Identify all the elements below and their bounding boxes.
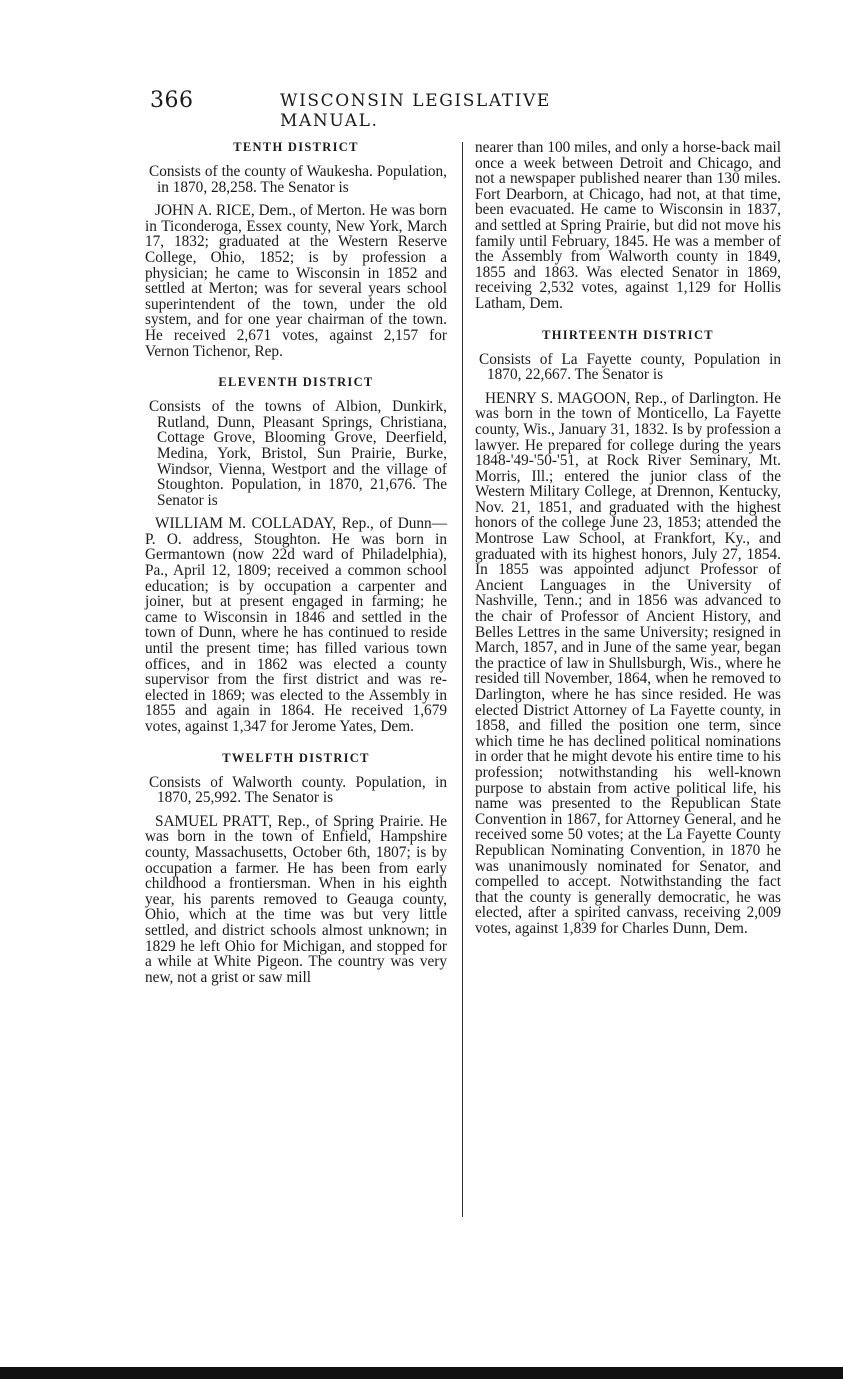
district-heading: TWELFTH DISTRICT <box>222 750 370 765</box>
district-description: Consists of the county of Waukesha. Population, in 1870, 28,258. The Senator is <box>149 163 447 196</box>
district-heading: TENTH DISTRICT <box>233 140 359 154</box>
senator-biography: HENRY S. MAGOON, Rep., of Darlington. He was born in the town of Monticello, La Fayette county, Wis., January 31, 1832. Is by profession a lawyer. He prepared for college during the years 1848-'49-'50-'51, at Rock River Seminary, Mt. Morris, Ill.; entered the junior class of the Western Military College, at Drennon, Kentucky, Nov. 21, 1851, and graduated with the highest honors of the college June 23, 1853; attended the Montrose Law School, at Frankfort, Ky., and graduated with its highest honors, July 27, 1854. In 1855 was appointed adjunct Professor of Ancient Languages in the University of Nashville, Tenn.; and in 1856 was advanced to the chair of Professor of Ancient History, and Belles Lettres in the same University; resigned in March, 1857, and in June of the same year, began the practice of law in Shullsburgh, Wis., where he resided till November, 1864, when he removed to Darlington, where he has since resided. He was elected District Attorney of La Fayette county, in 1858, and filled the position one term, since which time he has declined political nominations in order that he might devote his entire time to his profession; notwithstanding his well-known purpose to abstain from active political life, his name was presented to the Republican State Convention in 1867, for Attorney General, and he received some 50 votes; at the La Fayette County Republican Nominating Convention, in 1870 he was unanimously nominated for Senator, and compelled to accept. Notwithstanding the fact that the county is generally democratic, he was elected, after a spirited canvass, receiving 2,009 votes, against 1,839 for Charles Dunn, Dem. <box>475 389 781 937</box>
eleventh-district-section <box>145 375 447 734</box>
biography-continuation: nearer than 100 miles, and only a horse-back mail once a week between Detroit and Chicago, and not a newspaper published nearer than 130 miles. Fort Dearborn, at Chicago, had not, at that time, been evacuated. He came to Wisconsin in 1837, and settled at Spring Prairie, but did not move his family until February, 1845. He was a member of the Assembly from Walworth county in 1849, 1855 and 1863. Was elected Senator in 1869, receiving 2,532 votes, against 1,129 for Hollis Latham, Dem. <box>475 139 781 312</box>
district-heading: THIRTEENTH DISTRICT <box>542 327 714 342</box>
scan-bottom-edge <box>0 1367 843 1379</box>
running-title: WISCONSIN LEGISLATIVE MANUAL. <box>280 91 551 131</box>
page-header <box>150 88 655 131</box>
district-description: Consists of La Fayette county, Population in 1870, 22,667. The Senator is <box>479 350 781 384</box>
district-description: Consists of the towns of Albion, Dunkirk, Rutland, Dunn, Pleasant Springs, Christiana, Cottage Grove, Blooming Grove, Deerfield, Medina, York, Bristol, Sun Prairie, Burke, Windsor, Vienna, Westport and the village of Stoughton. Population, in 1870, 21,676. The Senator is <box>149 398 447 509</box>
thirteenth-district-section <box>475 328 781 937</box>
senator-biography: JOHN A. RICE, Dem., of Merton. He was born in Ticonderoga, Essex county, New York, March 17, 1832; graduated at the Western Reserve College, Ohio, 1852; is by profession a physician; he came to Wisconsin in 1852 and settled at Merton; was for several years school superintendent of the town, under the old system, and for one year chairman of the town. He received 2,671 votes, against 2,157 for Vernon Tichenor, Rep. <box>145 202 447 360</box>
senator-biography: WILLIAM M. COLLADAY, Rep., of Dunn—P. O. address, Stoughton. He was born in Germantown (now 22d ward of Philadelphia), Pa., April 12, 1809; received a common school education; is by occupation a carpenter and joiner, but at present engaged in farming; he came to Wisconsin in 1846 and settled in the town of Dunn, where he has continued to reside until the present time; has filled various town offices, and in 1862 was elected a county supervisor from the first district and was re-elected in 1869; was elected to the Assembly in 1855 and again in 1864. He received 1,679 votes, against 1,347 for Jerome Yates, Dem. <box>145 515 447 735</box>
senator-biography: SAMUEL PRATT, Rep., of Spring Prairie. He was born in the town of Enfield, Hampshire county, Massachusetts, October 6th, 1807; is by occupation a farmer. He has been from early childhood a frontiersman. When in his eighth year, his parents removed to Geauga county, Ohio, which at the time was but very little settled, and district schools almost unknown; in 1829 he left Ohio for Michigan, and stopped for a while at White Pigeon. The country was very new, not a grist or saw mill <box>145 812 447 986</box>
district-heading: ELEVENTH DISTRICT <box>218 375 374 390</box>
column-divider <box>462 142 463 1217</box>
right-column <box>475 140 781 953</box>
district-description: Consists of Walworth county. Population, in 1870, 25,992. The Senator is <box>149 773 447 807</box>
twelfth-district-section <box>145 751 447 986</box>
page-number: 366 <box>150 88 194 113</box>
tenth-district-section <box>145 140 447 359</box>
left-column <box>145 140 447 1001</box>
